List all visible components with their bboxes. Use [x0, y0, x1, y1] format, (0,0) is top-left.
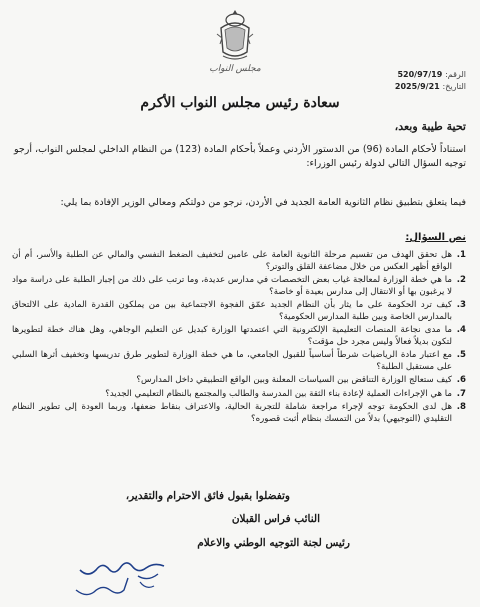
ref-value: 520/97/19 [397, 70, 443, 79]
question-number: 7. [456, 388, 466, 399]
date-value: 2025/9/21 [394, 82, 440, 91]
question-item [12, 300, 466, 323]
greeting: تحية طيبة وبعد، [394, 120, 466, 133]
question-text: ما هي خطة الوزارة لمعالجة غياب بعض التخصصات في مدارس عديدة، وما ترتب على ذلك من إجبار الطلبة على دراسة مواد لا يرغبون بها أو الانتقال إلى مدارس بعيدة أو خاصة؟ [12, 275, 452, 297]
question-item [12, 375, 466, 387]
questions-heading: نص السؤال: [405, 232, 466, 243]
handwritten-signature-icon [68, 560, 170, 598]
questions-list [12, 250, 466, 427]
letter-date [395, 82, 466, 91]
question-item [12, 250, 466, 273]
question-text: هل تحقق الهدف من تقسيم مرحلة الثانوية العامة على عامين لتخفيف الضغط النفسي والمالي عن الطلبة والأسر، أم أن الواقع أظهر العكس من خلال مضاعفة القلق والتوتر؟ [12, 250, 452, 272]
ref-label: الرقم: [445, 70, 466, 79]
signatory-position: رئيس لجنة التوجيه الوطني والاعلام [197, 537, 350, 549]
question-number: 4. [456, 325, 466, 335]
context-paragraph: فيما يتعلق بتطبيق نظام الثانوية العامة الجديد في الأردن، نرجو من دولتكم ومعالي الوزير الإفادة بما يلي: [60, 197, 466, 208]
question-number: 2. [456, 275, 466, 285]
question-text: مع اعتبار مادة الرياضيات شرطاً أساسياً للقبول الجامعي، ما هي خطة الوزارة لتطوير طرق تدريسها وتخفيف أثرها السلبي على مستقبل الطلبة؟ [12, 350, 452, 372]
question-text: كيف ستعالج الوزارة التناقض بين السياسات المعلنة وبين الواقع التطبيقي داخل المدارس؟ [136, 375, 452, 385]
question-number: 3. [456, 300, 466, 310]
signatory-name: النائب فراس القبلان [231, 513, 320, 525]
question-item [12, 389, 466, 401]
question-item [12, 325, 466, 348]
question-number: 5. [456, 350, 466, 360]
question-number: 8. [456, 402, 466, 412]
question-item [12, 275, 466, 298]
letter-title: سعادة رئيس مجلس النواب الأكرم [140, 95, 340, 111]
organization-name: مجلس النواب [209, 64, 261, 74]
closing-line: وتفضلوا بقبول فائق الاحترام والتقدير، [125, 490, 290, 502]
question-item [12, 350, 466, 373]
intro-paragraph: استناداً لأحكام المادة (96) من الدستور الأردني وعملاً بأحكام المادة (123) من النظام الداخلي لمجلس النواب، أرجو توجيه السؤال التالي لدولة رئيس الوزراء: [14, 144, 466, 169]
question-text: كيف ترد الحكومة على ما يثار بأن النظام الجديد عمّق الفجوة الاجتماعية بين من يملكون القدرة المادية على الالتحاق بالمدارس الخاصة وبين طلبة المدارس الحكومية؟ [12, 300, 452, 322]
crest-emblem-icon [213, 8, 257, 64]
question-text: هل لدى الحكومة توجه لإجراء مراجعة شاملة للتجربة الحالية، والاعتراف بنقاط ضعفها، وربما العودة إلى تطوير النظام التقليدي (التوجيهي) بدلاً من التمسك بنظام أثبت قصوره؟ [12, 402, 452, 424]
question-number: 1. [456, 250, 466, 260]
question-number: 6. [456, 375, 466, 385]
question-text: ما هي الإجراءات العملية لإعادة بناء الثقة بين المدرسة والطالب والمجتمع بالنظام التعليمي الجديد؟ [105, 388, 452, 399]
question-text: ما مدى نجاعة المنصات التعليمية الإلكترونية التي اعتمدتها الوزارة كبديل عن التعليم الوجاهي، وهل هناك خطة لتطويرها لتكون بديلاً فعالاً وليس مجرد حل مؤقت؟ [12, 325, 452, 347]
question-item [12, 402, 466, 425]
date-label: التاريخ: [442, 82, 466, 91]
reference-number [397, 70, 466, 79]
